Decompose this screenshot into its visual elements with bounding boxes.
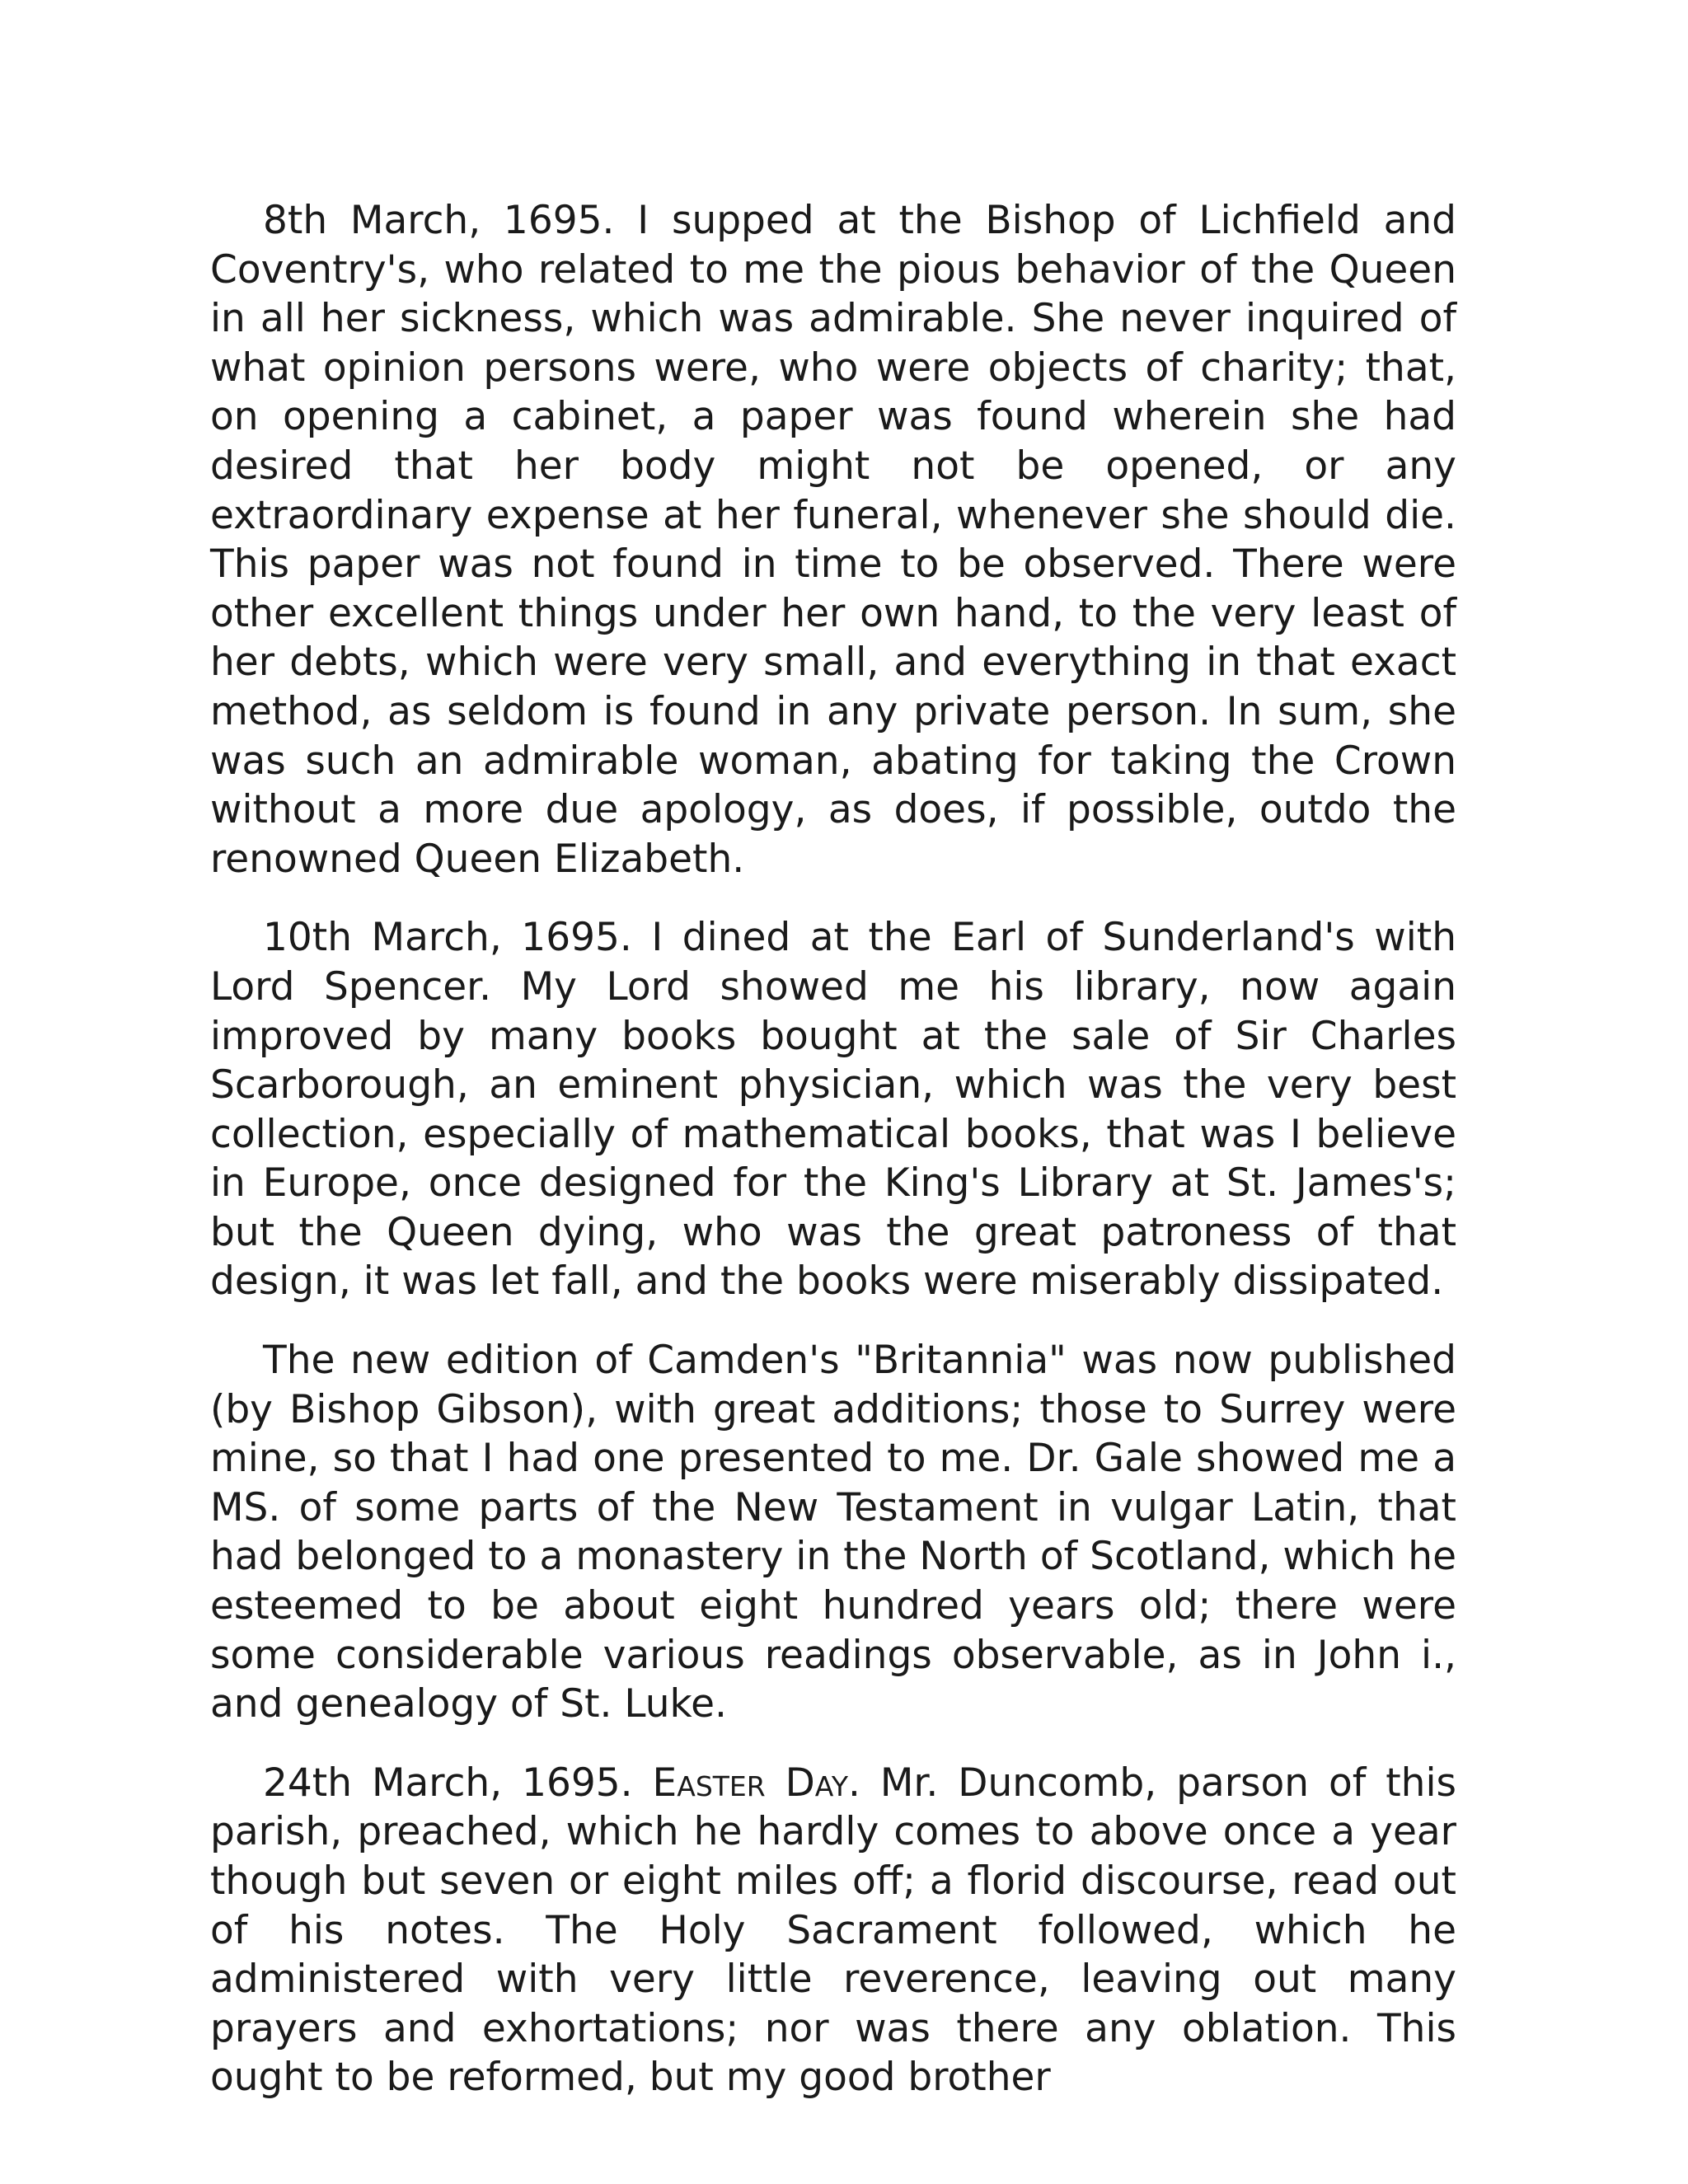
entry-text: 10th March, 1695. I dined at the Earl of Sunderland's with Lord Spencer. My Lord showed me his library, now again improved by many books bought at the sale of Sir Charles Scarborough, an eminent physician, which was the very best collection, especially of mathematical books, that was I believe in Europe, once designed for the King's Library at St. James's; but the Queen dying, who was the great patroness of that design, it was let fall, and the books were miserably dissipated. xyxy=(210,915,1456,1305)
entry-text: . Mr. Duncomb, parson of this parish, preached, which he hardly comes to above once a year though but seven or eight miles off; a florid discourse, read out of his notes. The Holy Sacrament followed, which he administered with very little reverence, leaving out many prayers and exhortations; nor was there any oblation. This ought to be reformed, but my good brother xyxy=(210,1760,1456,2101)
diary-entry-24th-march xyxy=(210,1759,1456,2102)
entry-text: 8th March, 1695. I supped at the Bishop of Lichfield and Coventry's, who related to me the pious behavior of the Queen in all her sickness, which was admirable. She never inquired of what opinion persons were, who were objects of charity; that, on opening a cabinet, a paper was found wherein she had desired that her body might not be opened, or any extraordinary expense at her funeral, whenever she should die. This paper was not found in time to be observed. There were other excellent things under her own hand, to the very least of her debts, which were very small, and everything in that exact method, as seldom is found in any private person. In sum, she was such an admirable woman, abating for taking the Crown without a more due apology, as does, if possible, outdo the renowned Queen Elizabeth. xyxy=(210,198,1456,882)
diary-entry-britannia xyxy=(210,1336,1456,1729)
entry-date: 24th March, 1695. xyxy=(263,1760,653,1806)
document-page xyxy=(210,196,1456,2132)
diary-entry-10th-march xyxy=(210,913,1456,1306)
easter-day-heading: Easter Day xyxy=(652,1760,848,1806)
diary-entry-8th-march xyxy=(210,196,1456,883)
entry-text: The new edition of Camden's "Britannia" was now published (by Bishop Gibson), with great additions; those to Surrey were mine, so that I had one presented to me. Dr. Gale showed me a MS. of some parts of the New Testament in vulgar Latin, that had belonged to a monastery in the North of Scotland, which he esteemed to be about eight hundred years old; there were some considerable various readings observable, as in John i., and genealogy of St. Luke. xyxy=(210,1338,1456,1727)
